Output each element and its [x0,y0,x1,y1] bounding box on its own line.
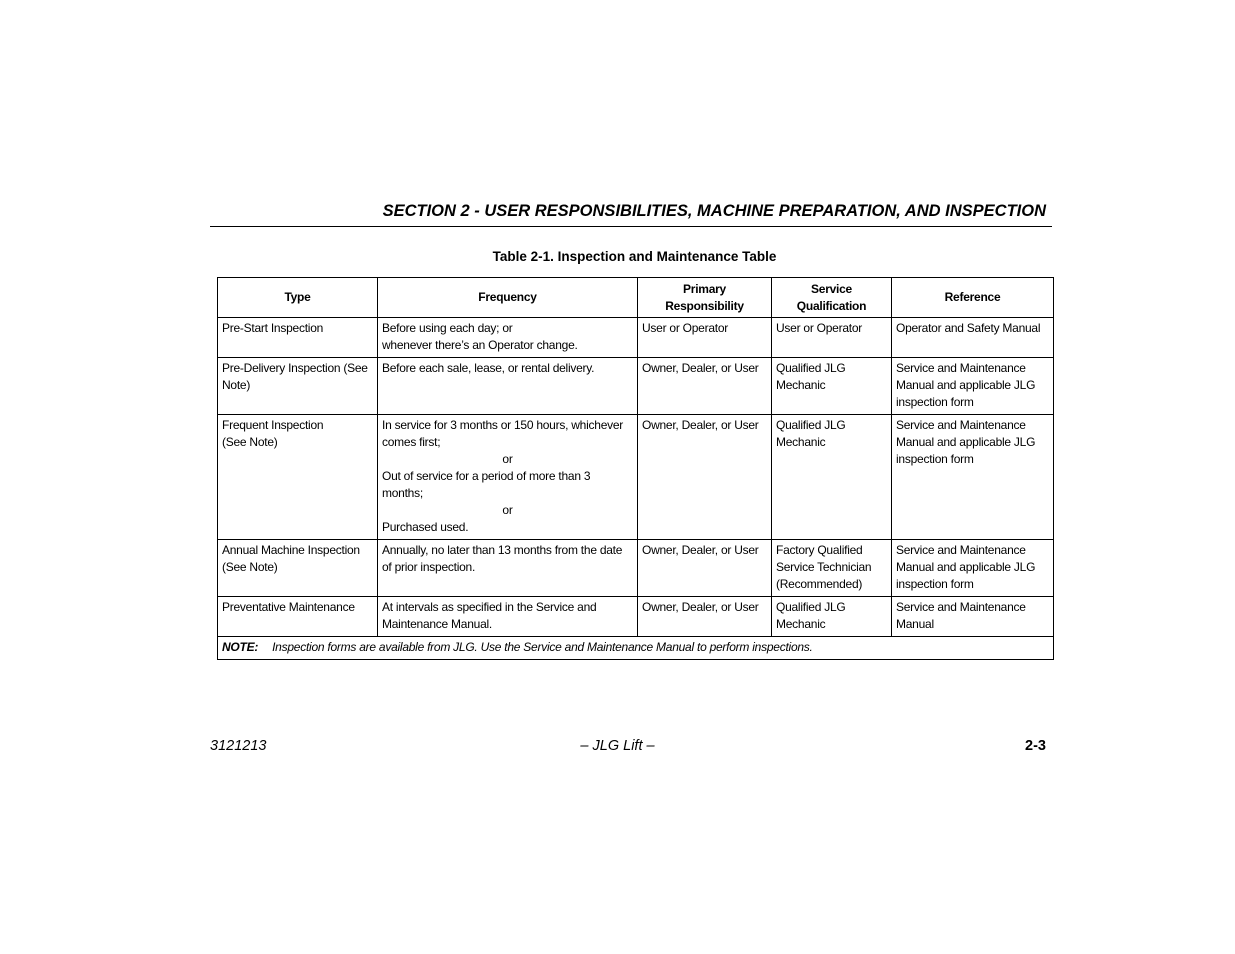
cell-primary-responsibility: Owner, Dealer, or User [638,597,772,637]
cell-frequency: Before each sale, lease, or rental delivery. [378,358,638,415]
table-header-row [218,278,1054,318]
table-row [218,597,1054,637]
table-note-row [218,637,1054,660]
table-note [218,637,1054,660]
cell-type: Pre-Delivery Inspection (See Note) [218,358,378,415]
table-row [218,415,1054,540]
header-primary-responsibility: Primary Responsibility [638,278,772,318]
cell-service-qualification: Factory Qualified Service Technician (Recommended) [772,540,892,597]
header-service-qualification: Service Qualification [772,278,892,318]
header-reference: Reference [892,278,1054,318]
inspection-maintenance-table [217,277,1054,660]
cell-primary-responsibility: Owner, Dealer, or User [638,358,772,415]
note-text: Inspection forms are available from JLG. Use the Service and Maintenance Manual to perform inspections. [272,640,813,654]
cell-service-qualification: Qualified JLG Mechanic [772,597,892,637]
table-row [218,358,1054,415]
header-frequency: Frequency [378,278,638,318]
cell-service-qualification: User or Operator [772,318,892,358]
cell-frequency: In service for 3 months or 150 hours, whichever comes first; or Out of service for a period of more than 3 months; or Purchased used. [378,415,638,540]
cell-primary-responsibility: Owner, Dealer, or User [638,415,772,540]
cell-frequency: At intervals as specified in the Service and Maintenance Manual. [378,597,638,637]
cell-reference: Service and Maintenance Manual and applicable JLG inspection form [892,415,1054,540]
footer-brand: – JLG Lift – [580,738,655,754]
section-title: SECTION 2 - USER RESPONSIBILITIES, MACHINE PREPARATION, AND INSPECTION [382,202,1046,220]
cell-frequency: Before using each day; or whenever there’s an Operator change. [378,318,638,358]
cell-primary-responsibility: Owner, Dealer, or User [638,540,772,597]
cell-reference: Operator and Safety Manual [892,318,1054,358]
footer-page-number: 2-3 [1025,738,1046,754]
cell-service-qualification: Qualified JLG Mechanic [772,415,892,540]
cell-frequency: Annually, no later than 13 months from the date of prior inspection. [378,540,638,597]
cell-type: Annual Machine Inspection (See Note) [218,540,378,597]
cell-reference: Service and Maintenance Manual [892,597,1054,637]
note-label: NOTE: [222,640,259,654]
table-row [218,318,1054,358]
footer-doc-number: 3121213 [210,738,267,754]
section-header [210,201,1052,227]
cell-type: Preventative Maintenance [218,597,378,637]
cell-service-qualification: Qualified JLG Mechanic [772,358,892,415]
table-row [218,540,1054,597]
header-type: Type [218,278,378,318]
cell-type: Pre-Start Inspection [218,318,378,358]
cell-reference: Service and Maintenance Manual and applicable JLG inspection form [892,540,1054,597]
table-caption: Table 2-1. Inspection and Maintenance Table [492,249,777,264]
cell-type: Frequent Inspection (See Note) [218,415,378,540]
cell-primary-responsibility: User or Operator [638,318,772,358]
cell-reference: Service and Maintenance Manual and applicable JLG inspection form [892,358,1054,415]
